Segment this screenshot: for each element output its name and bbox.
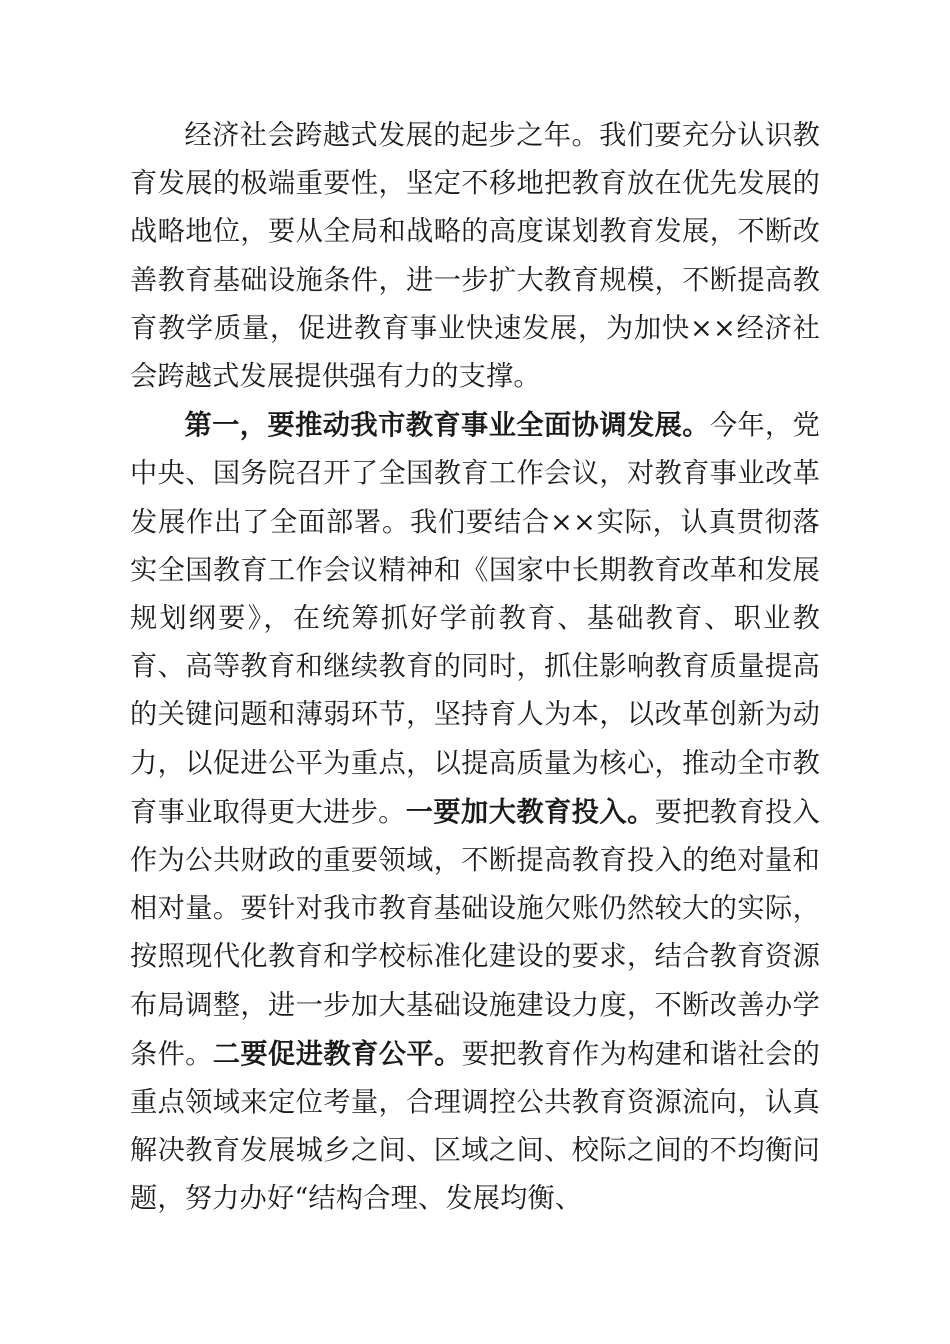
paragraph-2-run-6: 要把教育作为构建和谐社会的重点领域来定位考量，合理调控公共教育资源流向，认真解决教育发展城乡之间、区域之间、校际之间的不均衡问题，努力办好“结构合理、发展均衡、 bbox=[130, 1038, 820, 1215]
paragraph-2 bbox=[130, 401, 820, 1223]
paragraph-1-run-1: 经济社会跨越式发展的起步之年。我们要充分认识教育发展的极端重要性，坚定不移地把教育放在优先发展的战略地位，要从全局和战略的高度谋划教育发展，不断改善教育基础设施条件，进一步扩大教育规模，不断提高教育教学质量，促进教育事业快速发展，为加快××经济社会跨越式发展提供强有力的支撑。 bbox=[130, 120, 820, 393]
text-column bbox=[130, 112, 820, 1224]
paragraph-2-run-4: 要把教育投入作为公共财政的重要领域，不断提高教育投入的绝对量和相对量。要针对我市教育基础设施欠账仍然较大的实际，按照现代化教育和学校标准化建设的要求，结合教育资源布局调整，进一步加大基础设施建设力度，不断改善办学条件。 bbox=[130, 796, 821, 1070]
subsection-heading-one: 一要加大教育投入。 bbox=[405, 795, 655, 828]
section-heading-first: 第一，要推动我市教育事业全面协调发展。 bbox=[184, 409, 710, 442]
paragraph-2-run-2: 今年，党中央、国务院召开了全国教育工作会议，对教育事业改革发展作出了全面部署。我们要结合××实际，认真贯彻落实全国教育工作会议精神和《国家中长期教育改革和发展规划纲要》，在统筹抓好学前教育、基础教育、职业教育、高等教育和继续教育的同时，抓住影响教育质量提高的关键问题和薄弱环节，坚持育人为本，以改革创新为动力，以促进公平为重点，以提高质量为核心，推动全市教育事业取得更大进步。 bbox=[130, 410, 820, 828]
paragraph-1 bbox=[130, 112, 820, 401]
subsection-heading-two: 二要促进教育公平。 bbox=[212, 1037, 462, 1070]
